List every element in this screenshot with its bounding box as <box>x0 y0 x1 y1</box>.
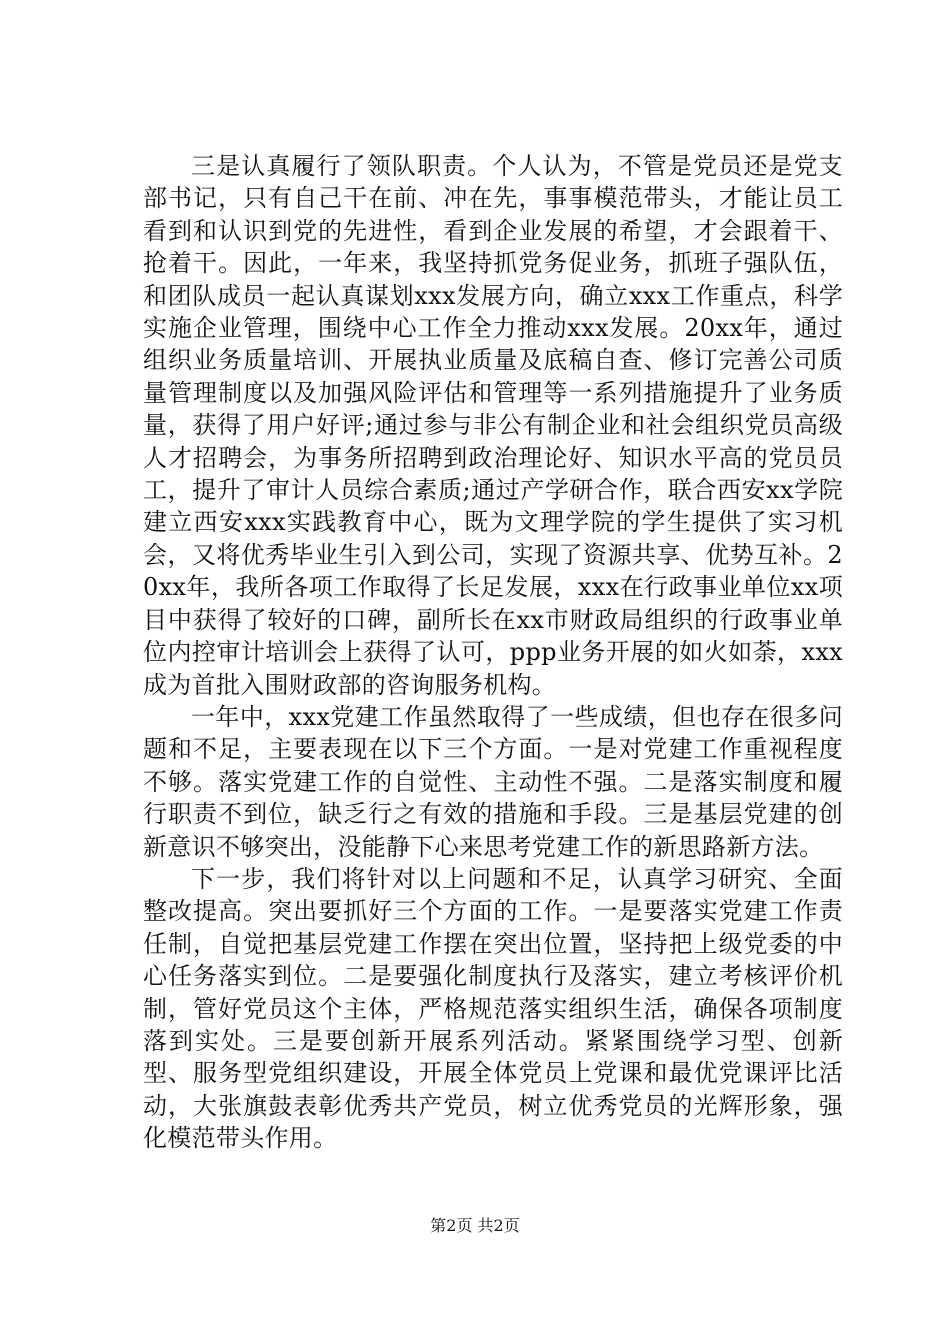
paragraph-achievements: 三是认真履行了领队职责。个人认为，不管是党员还是党支部书记，只有自己干在前、冲在先，事事模范带头，才能让员工看到和认识到党的先进性，看到企业发展的希望，才会跟着干、抢着干。因此，一年来，我坚持抓党务促业务，抓班子强队伍，和团队成员一起认真谋划xxx发展方向，确立xxx工作重点，科学实施企业管理，围绕中心工作全力推动xxx发展。20xx年，通过组织业务质量培训、开展执业质量及底稿自查、修订完善公司质量管理制度以及加强风险评估和管理等一系列措施提升了业务质量，获得了用户好评;通过参与非公有制企业和社会组织党员高级人才招聘会，为事务所招聘到政治理论好、知识水平高的党员员工，提升了审计人员综合素质;通过产学研合作，联合西安xx学院建立西安xxx实践教育中心，既为文理学院的学生提供了实习机会，又将优秀毕业生引入到公司，实现了资源共享、优势互补。20xx年，我所各项工作取得了长足发展，xxx在行政事业单位xx项目中获得了较好的口碑，副所长在xx市财政局组织的行政事业单位内控审计培训会上获得了认可，ppp业务开展的如火如荼，xxx成为首批入围财政部的咨询服务机构。 <box>143 152 843 699</box>
document-body <box>143 150 843 1155</box>
paragraph-problems: 一年中，xxx党建工作虽然取得了一些成绩，但也存在很多问题和不足，主要表现在以下三个方面。一是对党建工作重视程度不够。落实党建工作的自觉性、主动性不强。二是落实制度和履行职责不到位，缺乏行之有效的措施和手段。三是基层党建的创新意识不够突出，没能静下心来思考党建工作的新思路新方法。 <box>143 702 843 861</box>
paragraph-next-steps: 下一步，我们将针对以上问题和不足，认真学习研究、全面整改提高。突出要抓好三个方面的工作。一是要落实党建工作责任制，自觉把基层党建工作摆在突出位置，坚持把上级党委的中心任务落实到位。二是要强化制度执行及落实，建立考核评价机制，管好党员这个主体，严格规范落实组织生活，确保各项制度落到实处。三是要创新开展系列活动。紧紧围绕学习型、创新型、服务型党组织建设，开展全体党员上党课和最优党课评比活动，大张旗鼓表彰优秀共产党员，树立优秀党员的光辉形象，强化模范带头作用。 <box>143 864 843 1153</box>
page-number-footer: 第2页 共2页 <box>430 1216 520 1235</box>
